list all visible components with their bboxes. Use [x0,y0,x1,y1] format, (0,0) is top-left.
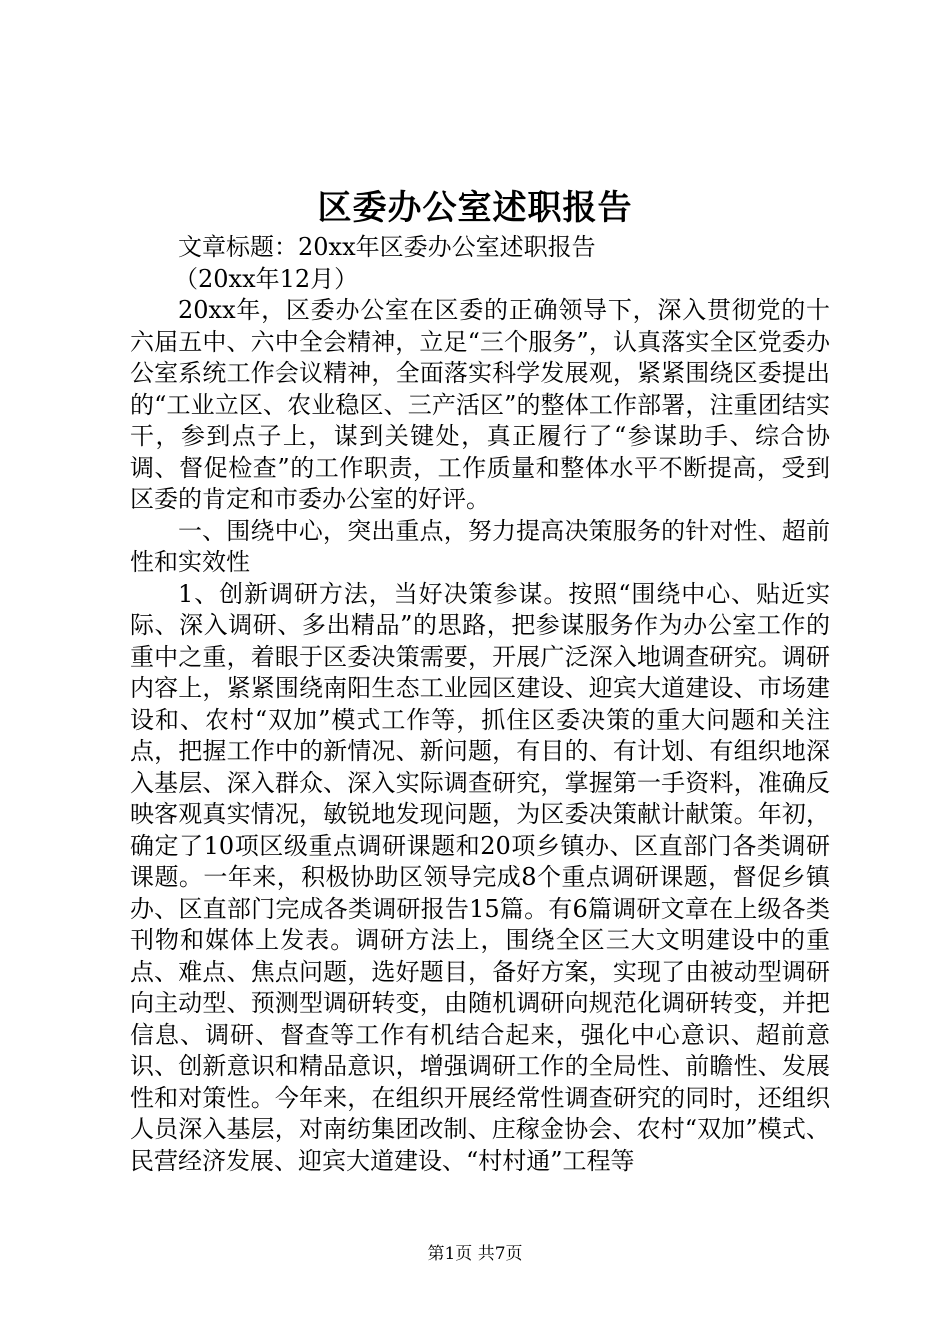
page-footer: 第1页 共7页 [427,1244,523,1264]
section-heading-1: 一、围绕中心，突出重点，努力提高决策服务的针对性、超前性和实效性 [130,516,830,576]
paragraph-research: 1、创新调研方法，当好决策参谋。按照“围绕中心、贴近实际、深入调研、多出精品”的思路，把参谋服务作为办公室工作的重中之重，着眼于区委决策需要，开展广泛深入地调查研究。调研内容上，紧紧围绕南阳生态工业园区建设、迎宾大道建设、市场建设和、农村“双加”模式工作等，抓住区委决策的重大问题和关注点，把握工作中的新情况、新问题，有目的、有计划、有组织地深入基层、深入群众、深入实际调查研究，掌握第一手资料，准确反映客观真实情况，敏锐地发现问题，为区委决策献计献策。年初，确定了10项区级重点调研课题和20项乡镇办、区直部门各类调研课题。一年来，积极协助区领导完成8个重点调研课题，督促乡镇办、区直部门完成各类调研报告15篇。有6篇调研文章在上级各类刊物和媒体上发表。调研方法上，围绕全区三大文明建设中的重点、难点、焦点问题，选好题目，备好方案，实现了由被动型调研向主动型、预测型调研转变，由随机调研向规范化调研转变，并把信息、调研、督查等工作有机结合起来，强化中心意识、超前意识、创新意识和精品意识，增强调研工作的全局性、前瞻性、发展性和对策性。今年来，在组织开展经常性调查研究的同时，还组织人员深入基层，对南纺集团改制、庄稼金协会、农村“双加”模式、民营经济发展、迎宾大道建设、“村村通”工程等 [130,579,830,1175]
document-body [130,232,830,1177]
date-line: （20xx年12月） [174,264,359,293]
article-title-line: 文章标题：20xx年区委办公室述职报告 [178,233,596,261]
page-title: 区委办公室述职报告 [317,188,633,228]
paragraph-intro: 20xx年，区委办公室在区委的正确领导下，深入贯彻党的十六届五中、六中全会精神，立足“三个服务”，认真落实全区党委办公室系统工作会议精神，全面落实科学发展观，紧紧围绕区委提出的“工业立区、农业稳区、三产活区”的整体工作部署，注重团结实干，参到点子上，谋到关键处，真正履行了“参谋助手、综合协调、督促检查”的工作职责，工作质量和整体水平不断提高，受到区委的肯定和市委办公室的好评。 [130,296,830,513]
